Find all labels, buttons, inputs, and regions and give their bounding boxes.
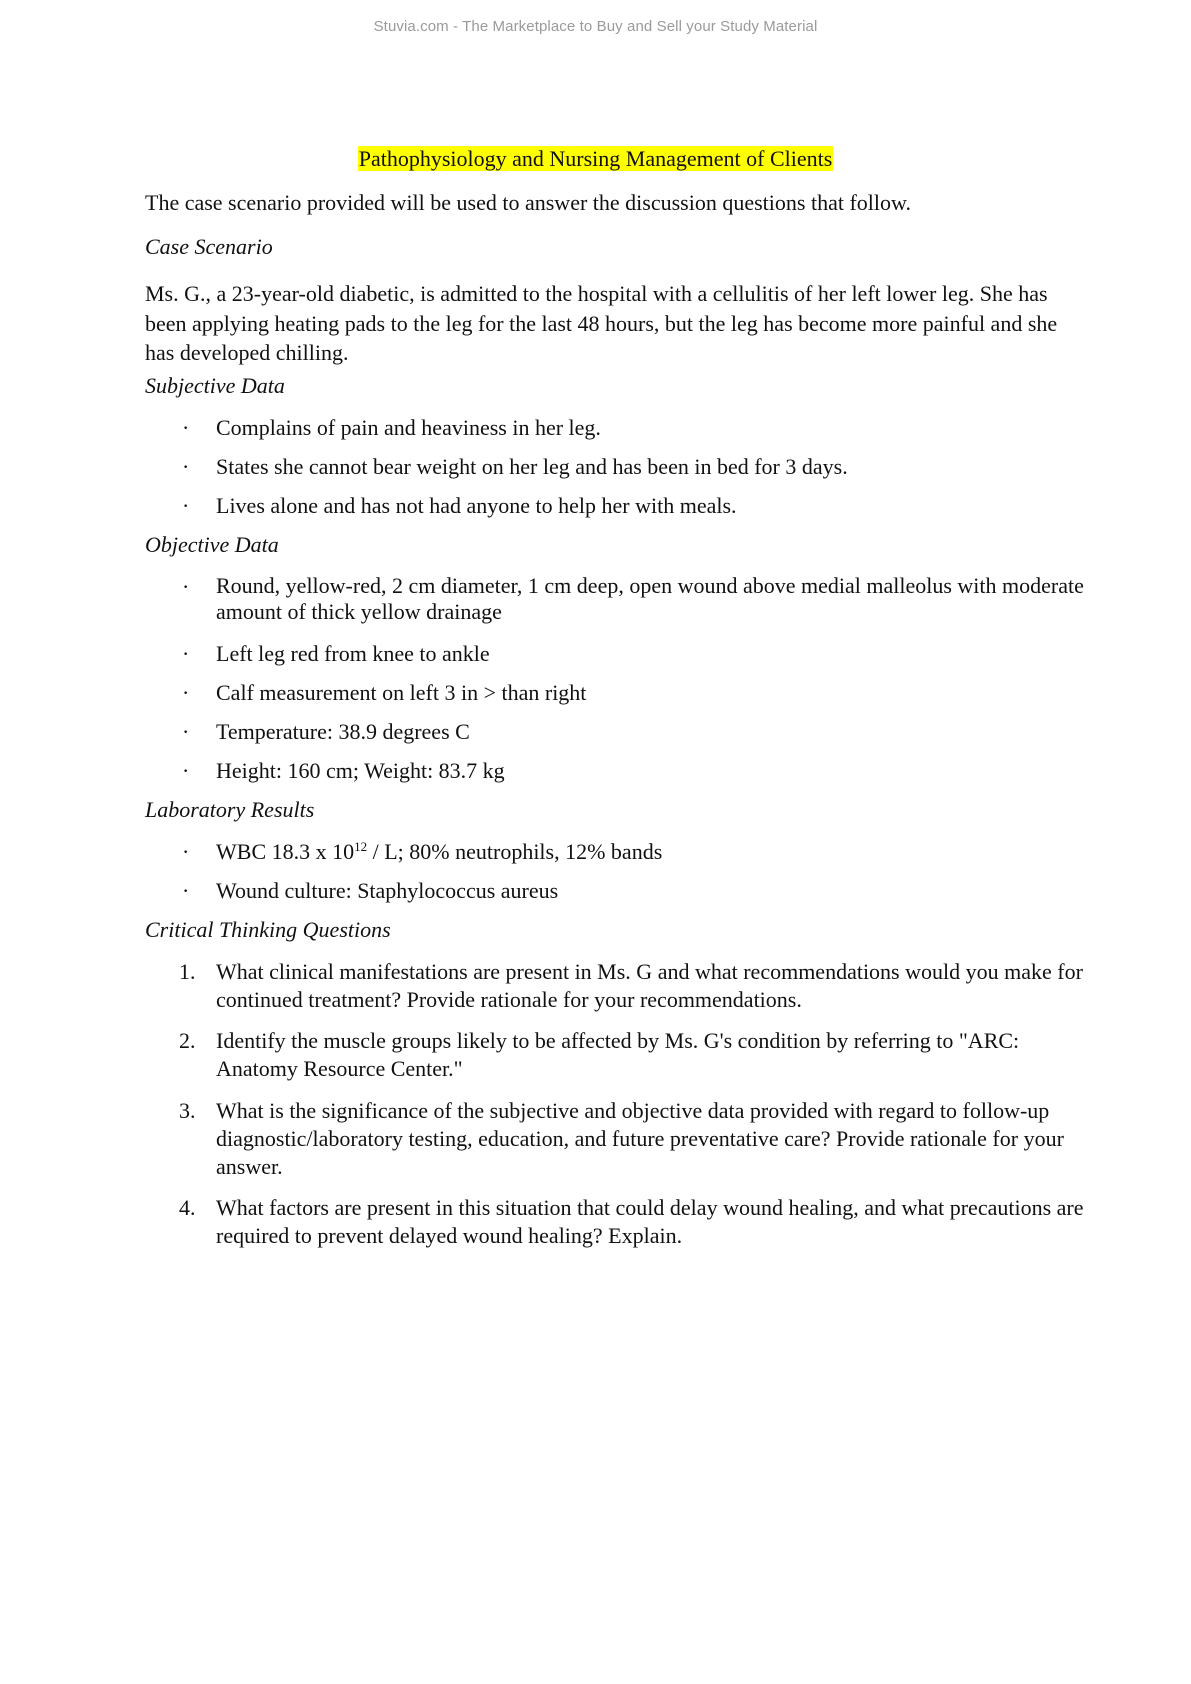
bullet-marker: · bbox=[182, 719, 190, 744]
subjective-item-text: Lives alone and has not had anyone to help her with meals. bbox=[216, 493, 737, 518]
question-number: 1. bbox=[179, 959, 196, 984]
site-banner: Stuvia.com - The Marketplace to Buy and Sell your Study Material bbox=[373, 18, 818, 35]
bullet-marker: · bbox=[182, 758, 190, 783]
bullet-marker: · bbox=[182, 493, 190, 518]
question-text: What factors are present in this situation that could delay wound healing, and what precautions are required to prevent delayed wound healing? Explain. bbox=[216, 1195, 1084, 1248]
lab-item-text bbox=[216, 838, 1096, 866]
bullet-marker: · bbox=[182, 454, 190, 479]
bullet-marker: · bbox=[182, 680, 190, 705]
question-text: Identify the muscle groups likely to be affected by Ms. G's condition by referring to "ARC: Anatomy Resource Center." bbox=[216, 1028, 1020, 1081]
laboratory-results-heading: Laboratory Results bbox=[145, 797, 315, 822]
subjective-item-text: States she cannot bear weight on her leg and has been in bed for 3 days. bbox=[216, 454, 848, 479]
subjective-item-text: Complains of pain and heaviness in her leg. bbox=[216, 415, 601, 440]
objective-item-text: Height: 160 cm; Weight: 83.7 kg bbox=[216, 758, 505, 783]
objective-item-text: Round, yellow-red, 2 cm diameter, 1 cm deep, open wound above medial malleolus with moderate amount of thick yellow drainage bbox=[216, 573, 1084, 624]
objective-data-heading: Objective Data bbox=[145, 532, 279, 557]
case-scenario-heading: Case Scenario bbox=[145, 234, 273, 259]
wbc-prefix: WBC 18.3 x 10 bbox=[216, 839, 355, 864]
subjective-data-heading: Subjective Data bbox=[145, 373, 285, 398]
highlighted-title-text: Pathophysiology and Nursing Management of Clients bbox=[358, 146, 833, 171]
intro-paragraph: The case scenario provided will be used to answer the discussion questions that follow. bbox=[145, 190, 911, 215]
objective-item-text: Left leg red from knee to ankle bbox=[216, 641, 490, 666]
objective-item-text: Temperature: 38.9 degrees C bbox=[216, 719, 470, 744]
bullet-marker: · bbox=[182, 574, 190, 599]
question-text: What is the significance of the subjective and objective data provided with regard to follow-up diagnostic/laboratory testing, education, and future preventative care? Provide rationale for your answer. bbox=[216, 1098, 1064, 1179]
question-number: 3. bbox=[179, 1098, 196, 1123]
case-scenario-text: Ms. G., a 23-year-old diabetic, is admitted to the hospital with a cellulitis of her left lower leg. She has been applying heating pads to the leg for the last 48 hours, but the leg has become more painful and she has developed chilling. bbox=[145, 281, 1058, 365]
lab-item-text: Wound culture: Staphylococcus aureus bbox=[216, 878, 559, 903]
document-title bbox=[0, 145, 1191, 173]
bullet-marker: · bbox=[182, 878, 190, 903]
question-text: What clinical manifestations are present in Ms. G and what recommendations would you make for continued treatment? Provide rationale for your recommendations. bbox=[216, 959, 1083, 1012]
wbc-suffix: / L; 80% neutrophils, 12% bands bbox=[367, 839, 663, 864]
critical-thinking-heading: Critical Thinking Questions bbox=[145, 917, 391, 942]
bullet-marker: · bbox=[182, 641, 190, 666]
bullet-marker: · bbox=[182, 839, 190, 864]
wbc-exponent: 12 bbox=[354, 839, 368, 854]
question-number: 2. bbox=[179, 1028, 196, 1053]
objective-item-text: Calf measurement on left 3 in > than right bbox=[216, 680, 587, 705]
question-number: 4. bbox=[179, 1195, 196, 1220]
bullet-marker: · bbox=[182, 415, 190, 440]
